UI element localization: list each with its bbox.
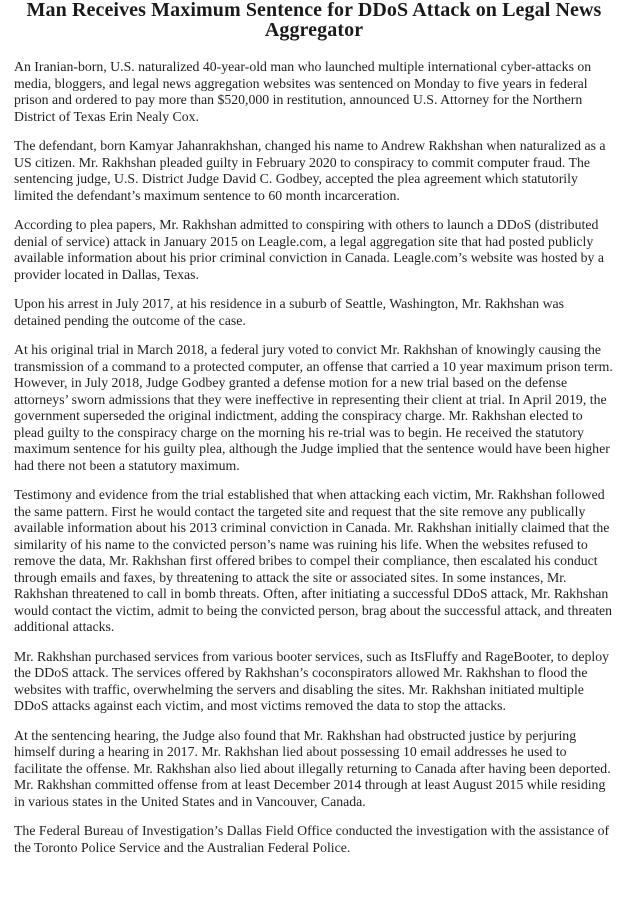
article-title: Man Receives Maximum Sentence for DDoS Attack on Legal News Aggregator [26,0,602,41]
article-paragraph: The defendant, born Kamyar Jahanrakhshan, changed his name to Andrew Rakhshan when naturalized as a US citizen. Mr. Rakhshan pleaded guilty in February 2020 to conspiracy to commit computer fraud. The sentencing judge, U.S. District Judge David C. Godbey, accepted the plea agreement which statutorily limited the defendant’s maximum sentence to 60 month incarceration. [14,138,606,203]
article-paragraph: An Iranian-born, U.S. naturalized 40-year-old man who launched multiple international cyber-attacks on media, bloggers, and legal news aggregation websites was sentenced on Monday to five years in federal prison and ordered to pay more than $520,000 in restitution, announced U.S. Attorney for the Northern District of Texas Erin Nealy Cox. [14,59,592,124]
article-paragraph: Upon his arrest in July 2017, at his residence in a suburb of Seattle, Washington, Mr. Rakhshan was detained pending the outcome of the case. [14,296,565,328]
article-paragraph: The Federal Bureau of Investigation’s Dallas Field Office conducted the investigation with the assistance of the Toronto Police Service and the Australian Federal Police. [14,823,610,855]
article-paragraph: Mr. Rakhshan purchased services from various booter services, such as ItsFluffy and RageBooter, to deploy the DDoS attack. The services offered by Rakhshan’s coconspirators allowed Mr. Rakhshan to flood the websites with traffic, overwhelming the servers and disabling the sites. Mr. Rakhshan initiated multiple DDoS attacks against each victim, and most victims removed the data to stop the attacks. [14,648,610,713]
article-paragraph: Testimony and evidence from the trial established that when attacking each victim, Mr. Rakhshan followed the same pattern. First he would contact the targeted site and request that the site remove any publically available information about his 2013 criminal conviction in Canada. Mr. Rakhshan initially claimed that the similarity of his name to the convicted person’s name was ruining his life. When the websites refused to remove the data, Mr. Rakhshan first offered bribes to compel their compliance, then escalated his conduct through emails and faxes, by threatening to attack the site or associated sites. In some instances, Mr. Rakhshan threatened to call in bomb threats. Often, after initiating a successful DDoS attack, Mr. Rakhshan would contact the victim, admit to being the convicted person, brag about the successful attack, and threaten additional attacks. [14,487,613,634]
article-paragraph: At the sentencing hearing, the Judge also found that Mr. Rakhshan had obstructed justice by perjuring himself during a hearing in 2017. Mr. Rakhshan lied about possessing 10 email addresses he used to facilitate the offense. Mr. Rakhshan also lied about illegally returning to Canada after having been deported. Mr. Rakhshan committed offense from at least December 2014 through at least August 2015 while residing in various states in the United States and in Vancouver, Canada. [14,727,611,809]
article-paragraph: According to plea papers, Mr. Rakhshan admitted to conspiring with others to launch a DDoS (distributed denial of service) attack in January 2015 on Leagle.com, a legal aggregation site that had posted publicly available information about his prior criminal conviction in Canada. Leagle.com’s website was hosted by a provider located in Dallas, Texas. [14,217,605,282]
article-paragraph: At his original trial in March 2018, a federal jury voted to convict Mr. Rakhshan of knowingly causing the transmission of a command to a protected computer, an offense that carried a 10 year maximum prison term. However, in July 2018, Judge Godbey granted a defense motion for a new trial based on the defense attorneys’ sworn admissions that they were ineffective in representing their client at trial. In April 2019, the government superseded the original indictment, adding the conspiracy charge. Mr. Rakhshan elected to plead guilty to the conspiracy charge on the morning his re-trial was to begin. He received the statutory maximum sentence for his guilty plea, although the Judge implied that the sentence would have been higher had there not been a statutory maximum. [14,342,613,473]
article-body [14,59,614,856]
